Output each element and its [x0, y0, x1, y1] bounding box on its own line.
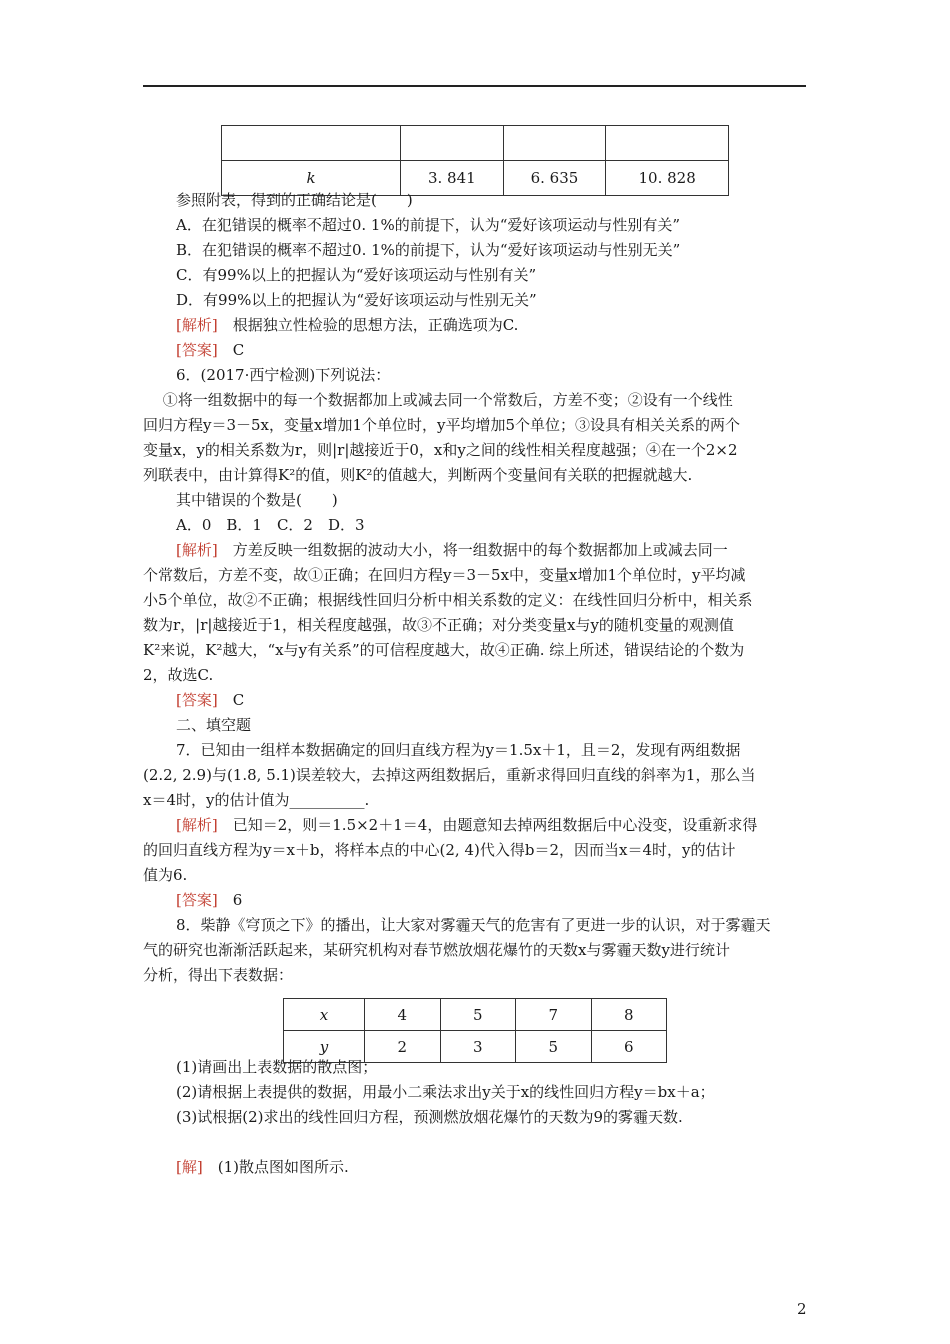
line-text: 回归方程y＝3－5x，变量x增加1个单位时，y平均增加5个单位；③设具有相关关系的两个	[143, 416, 741, 434]
line-text: 个常数后，方差不变，故①正确；在回归方程y＝3－5x中，变量x增加1个单位时，y平均减	[143, 566, 746, 584]
line-text: 二、填空题	[176, 716, 252, 734]
line-text: 6	[217, 891, 243, 909]
text-line	[143, 563, 746, 587]
section-tag: [解析]	[176, 541, 218, 559]
line-text: (2)请根据上表提供的数据，用最小二乘法求出y关于x的线性回归方程y＝bx＋a；	[176, 1083, 715, 1101]
text-line	[176, 513, 365, 537]
line-text: ①将一组数据中的每一个数据都加上或减去同一个常数后，方差不变；②设有一个线性	[143, 391, 733, 409]
text-line	[176, 263, 536, 287]
table-cell: y	[284, 1031, 365, 1063]
table-cell: x	[284, 999, 365, 1031]
table-row	[222, 126, 729, 161]
text-line	[143, 663, 213, 687]
section-tag: [答案]	[176, 891, 218, 909]
table-cell: 3	[440, 1031, 516, 1063]
line-text: 6．(2017·西宁检测)下列说法：	[176, 366, 391, 384]
line-text: 2，故选C.	[143, 666, 214, 684]
line-text: (2.2, 2.9)与(1.8, 5.1)误差较大，去掉这两组数据后，重新求得回归直线的斜率为1，那么当	[143, 766, 756, 784]
text-line	[143, 438, 738, 462]
table-cell: 10. 828	[606, 161, 729, 196]
text-line	[143, 788, 369, 812]
table-row	[284, 1031, 667, 1063]
table-cell: 2	[365, 1031, 441, 1063]
text-line	[143, 388, 733, 412]
critical-value-table	[221, 125, 729, 196]
line-text: 参照附表，得到的正确结论是( )	[176, 191, 413, 209]
text-line	[143, 838, 736, 862]
section-tag: [解析]	[176, 316, 218, 334]
text-line	[176, 913, 771, 937]
text-line	[176, 488, 338, 512]
line-text: C．有99%以上的把握认为“爱好该项运动与性别有关”	[176, 266, 537, 284]
line-text: 变量x，y的相关系数为r，则|r|越接近于0，x和y之间的线性相关程度越强；④在一个2×2	[143, 441, 738, 459]
table-cell: 6	[591, 1031, 667, 1063]
line-text: 8．柴静《穹顶之下》的播出，让大家对雾霾天气的危害有了更进一步的认识，对于雾霾天	[176, 916, 771, 934]
annotated-line	[176, 338, 244, 362]
section-tag: [答案]	[176, 691, 218, 709]
table-cell: 5	[516, 1031, 592, 1063]
text-line	[176, 738, 740, 762]
line-text: 数为r，|r|越接近于1，相关程度越强，故③不正确；对分类变量x与y的随机变量的观测值	[143, 616, 734, 634]
line-text: 其中错误的个数是( )	[176, 491, 338, 509]
line-text: 列联表中，由计算得K²的值，则K²的值越大，判断两个变量间有关联的把握就越大.	[143, 466, 693, 484]
table-row	[284, 999, 667, 1031]
line-text: 方差反映一组数据的波动大小，将一组数据中的每个数据都加上或减去同一	[217, 541, 728, 559]
line-text: 的回归直线方程为y＝x＋b，将样本点的中心(2, 4)代入得b＝2，因而当x＝4时，y的估计	[143, 841, 736, 859]
table-cell	[503, 126, 606, 161]
line-text: C	[217, 341, 245, 359]
line-text: 值为6.	[143, 866, 188, 884]
table-cell: 4	[365, 999, 441, 1031]
annotated-line	[176, 813, 757, 837]
text-line	[143, 588, 753, 612]
line-text: 7．已知由一组样本数据确定的回归直线方程为y＝1.5x＋1，且＝2，发现有两组数据	[176, 741, 741, 759]
text-line	[176, 288, 537, 312]
annotated-line	[176, 688, 244, 712]
line-text: K²来说，K²越大，“x与y有关系”的可信程度越大，故④正确. 综上所述，错误结论的个数为	[143, 641, 745, 659]
text-line	[176, 1080, 715, 1104]
section-tag: [答案]	[176, 341, 218, 359]
annotated-line	[176, 313, 518, 337]
table-cell: 3. 841	[401, 161, 504, 196]
line-text: x＝4时，y的估计值为__________.	[143, 791, 370, 809]
table-cell: 8	[591, 999, 667, 1031]
text-line	[176, 188, 413, 212]
table-cell	[606, 126, 729, 161]
line-text: 小5个单位，故②不正确；根据线性回归分析中相关系数的定义：在线性回归分析中，相关系	[143, 591, 753, 609]
table-cell: 7	[516, 999, 592, 1031]
line-text: A．在犯错误的概率不超过0. 1%的前提下，认为“爱好该项运动与性别有关”	[176, 216, 681, 234]
line-text: B．在犯错误的概率不超过0. 1%的前提下，认为“爱好该项运动与性别无关”	[176, 241, 681, 259]
table-cell	[401, 126, 504, 161]
line-text: A．0 B．1 C．2 D．3	[176, 516, 365, 534]
line-text: 根据独立性检验的思想方法，正确选项为C.	[217, 316, 519, 334]
text-line	[143, 938, 730, 962]
page-number: 2	[797, 1300, 807, 1318]
text-line	[143, 963, 293, 987]
text-line	[176, 713, 251, 737]
line-text: D．有99%以上的把握认为“爱好该项运动与性别无关”	[176, 291, 537, 309]
data-table	[283, 998, 667, 1063]
text-line	[176, 1105, 683, 1129]
text-line	[143, 863, 187, 887]
table-cell: 5	[440, 999, 516, 1031]
text-line	[143, 638, 744, 662]
section-tag: [解析]	[176, 816, 218, 834]
line-text: (3)试根据(2)求出的线性回归方程，预测燃放烟花爆竹的天数为9的雾霾天数.	[176, 1108, 683, 1126]
text-line	[176, 213, 680, 237]
text-line	[143, 763, 755, 787]
table-cell: 6. 635	[503, 161, 606, 196]
text-line	[176, 238, 680, 262]
annotated-line	[176, 888, 242, 912]
line-text: (1)散点图如图所示.	[202, 1158, 349, 1176]
table-cell	[222, 126, 401, 161]
annotated-line	[176, 538, 728, 562]
text-line	[143, 613, 734, 637]
text-line	[143, 413, 740, 437]
table-cell: k	[222, 161, 401, 196]
header-rule	[143, 85, 806, 87]
text-line	[143, 463, 692, 487]
line-text: 已知＝2，则＝1.5×2＋1＝4，由题意知去掉两组数据后中心没变，设重新求得	[217, 816, 758, 834]
line-text: (1)请画出上表数据的散点图；	[176, 1058, 378, 1076]
line-text: C	[217, 691, 245, 709]
text-line	[176, 363, 390, 387]
section-tag: [解]	[176, 1158, 203, 1176]
line-text: 分析，得出下表数据：	[143, 966, 294, 984]
annotated-line	[176, 1155, 349, 1179]
line-text: 气的研究也渐渐活跃起来，某研究机构对春节燃放烟花爆竹的天数x与雾霾天数y进行统计	[143, 941, 730, 959]
